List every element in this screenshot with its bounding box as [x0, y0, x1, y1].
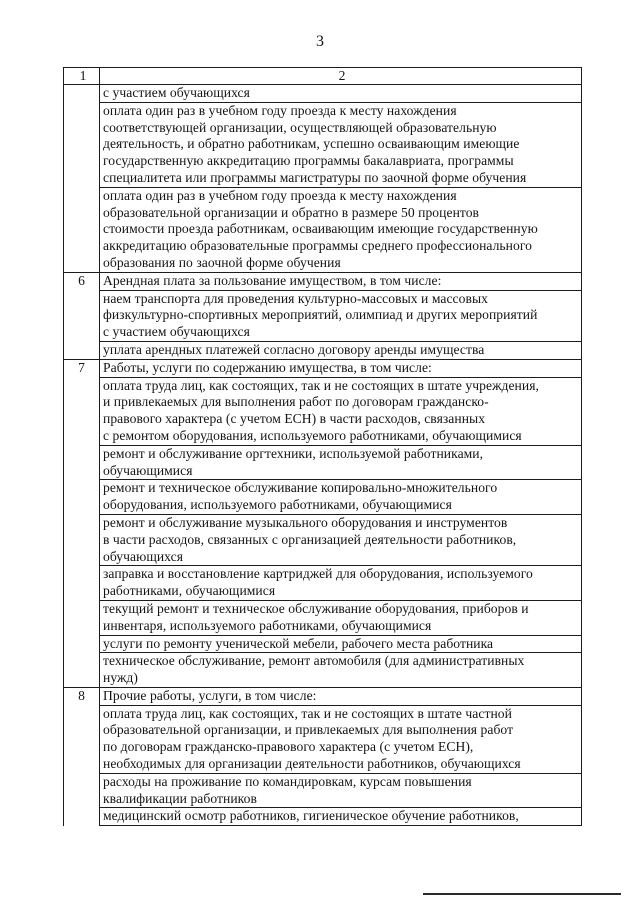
row-number-cell — [64, 653, 100, 688]
row-number-cell — [64, 377, 100, 445]
row-number-cell: 6 — [64, 272, 100, 290]
row-text: ремонт и техническое обслуживание копировально-множительного оборудования, используемого работниками, обучающимися — [103, 480, 498, 513]
row-number-cell: 7 — [64, 359, 100, 377]
row-text-cell — [100, 808, 582, 826]
row-text-cell — [100, 514, 582, 565]
row-text-cell — [100, 359, 582, 377]
row-text-cell — [100, 187, 582, 272]
table-row — [64, 187, 582, 272]
row-text: наем транспорта для проведения культурно-массовых и массовых физкультурно-спортивных мероприятий, олимпиад и других мероприятий с участием обучающихся — [103, 290, 538, 340]
row-text: медицинский осмотр работников, гигиеническое обучение работников, — [103, 808, 519, 824]
row-text-cell — [100, 566, 582, 601]
row-text: оплата один раз в учебном году проезда к месту нахождения соответствующей организации, осуществляющей образовательную деятельность, и обратно работникам, успешно осваивающим имеющие государственную аккредитацию программы бакалавриата, программы специалитета или программы магистратуры по заочной форме обучения — [103, 102, 527, 185]
table-row — [64, 359, 582, 377]
row-text: техническое обслуживание, ремонт автомобиля (для административных нужд) — [103, 653, 525, 686]
expense-table — [63, 67, 582, 826]
row-text-cell — [100, 480, 582, 515]
row-text: с участием обучающихся — [103, 85, 250, 100]
bottom-rule — [423, 893, 621, 895]
table-row — [64, 773, 582, 808]
row-text-cell — [100, 341, 582, 359]
row-number-cell — [64, 514, 100, 565]
row-text: текущий ремонт и техническое обслуживание оборудования, приборов и инвентаря, используемого работниками, обучающимися — [103, 600, 529, 633]
row-text: Арендная плата за пользование имуществом, в том числе: — [103, 272, 442, 288]
row-text: Работы, услуги по содержанию имущества, в том числе: — [103, 359, 432, 375]
table-row — [64, 272, 582, 290]
row-text-cell — [100, 687, 582, 705]
table-row — [64, 687, 582, 705]
row-number-cell: 8 — [64, 687, 100, 705]
row-text: расходы на проживание по командировкам, курсам повышения квалификации работников — [103, 773, 472, 806]
table-row — [64, 480, 582, 515]
row-number-cell — [64, 102, 100, 187]
row-text-cell — [100, 290, 582, 341]
row-text: оплата труда лиц, как состоящих, так и не состоящих в штате учреждения, и привлекаемых для выполнения работ по договорам гражданско- правового характера (с учетом ЕСН) в части расходов, связанных с ремонтом оборудования, используемого работниками, обучающимися — [103, 377, 539, 443]
header-cell-description: 2 — [100, 68, 582, 85]
table-row — [64, 635, 582, 653]
row-number-cell — [64, 566, 100, 601]
table-row — [64, 705, 582, 773]
row-number-cell — [64, 85, 100, 103]
row-text-cell — [100, 600, 582, 635]
row-text: уплата арендных платежей согласно договору аренды имущества — [103, 341, 485, 357]
table-row — [64, 85, 582, 103]
table-row — [64, 653, 582, 688]
row-text: ремонт и обслуживание оргтехники, используемой работниками, обучающимися — [103, 445, 484, 478]
row-number-cell — [64, 600, 100, 635]
row-text-cell — [100, 272, 582, 290]
row-text: заправка и восстановление картриджей для оборудования, используемого работниками, обучающимися — [103, 566, 533, 599]
table-header-row — [64, 68, 582, 85]
row-text-cell — [100, 102, 582, 187]
row-number-cell — [64, 187, 100, 272]
row-number-cell — [64, 341, 100, 359]
row-text-cell — [100, 635, 582, 653]
row-text: Прочие работы, услуги, в том числе: — [103, 687, 317, 703]
table-row — [64, 102, 582, 187]
row-number-cell — [64, 445, 100, 480]
table-row — [64, 514, 582, 565]
table-row — [64, 341, 582, 359]
row-text-cell — [100, 653, 582, 688]
table-row — [64, 566, 582, 601]
row-text-cell — [100, 377, 582, 445]
row-text-cell — [100, 705, 582, 773]
row-text: ремонт и обслуживание музыкального оборудования и инструментов в части расходов, связанных с организацией деятельности работников, обучающихся — [103, 514, 517, 564]
row-text-cell — [100, 445, 582, 480]
table-row — [64, 290, 582, 341]
table-row — [64, 600, 582, 635]
row-text-cell — [100, 85, 582, 103]
row-number-cell — [64, 705, 100, 773]
header-cell-number: 1 — [64, 68, 100, 85]
row-number-cell — [64, 290, 100, 341]
row-text: услуги по ремонту ученической мебели, рабочего места работника — [103, 635, 494, 651]
row-number-cell — [64, 808, 100, 826]
row-number-cell — [64, 480, 100, 515]
row-text: оплата один раз в учебном году проезда к месту нахождения образовательной организации и обратно в размере 50 процентов стоимости проезда работникам, осваивающим имеющие государственную аккредитацию образовательные программы среднего профессионального образования по заочной форме обучения — [103, 187, 538, 270]
row-number-cell — [64, 635, 100, 653]
row-text: оплата труда лиц, как состоящих, так и не состоящих в штате частной образовательной организации, и привлекаемых для выполнения работ по договорам гражданско-правового характера (с учетом ЕСН), необходимых для организации деятельности работников, обучающихся — [103, 705, 521, 772]
row-number-cell — [64, 773, 100, 808]
row-text-cell — [100, 773, 582, 808]
page-number: 3 — [316, 33, 324, 50]
table-row — [64, 808, 582, 826]
table-row — [64, 377, 582, 445]
table-row — [64, 445, 582, 480]
